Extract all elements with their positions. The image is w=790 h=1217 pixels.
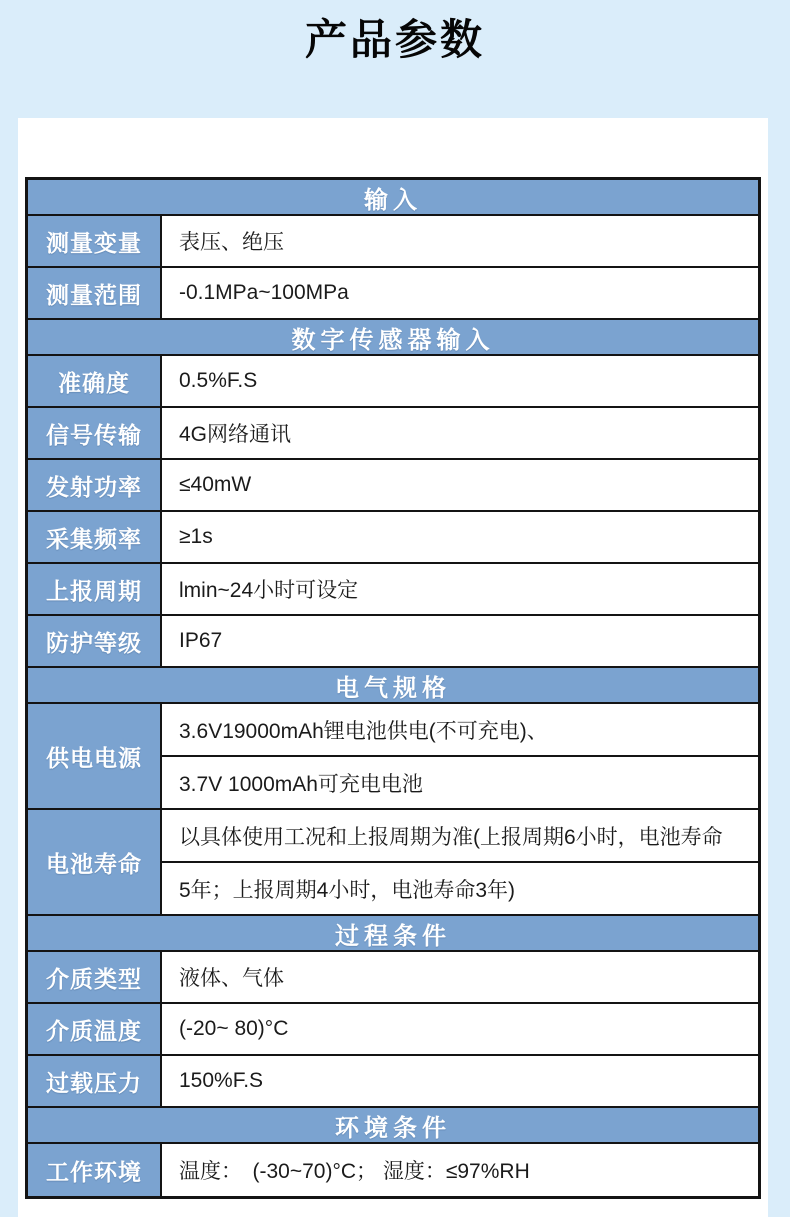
spec-value-stack	[162, 810, 758, 914]
spec-label: 发射功率	[28, 460, 162, 510]
table-row	[28, 1056, 758, 1108]
spec-label: 介质温度	[28, 1004, 162, 1054]
spec-value: ≥1s	[162, 512, 758, 562]
spec-value-line: 以具体使用工况和上报周期为准(上报周期6小时，电池寿命	[162, 810, 758, 863]
section-header-environment-conditions: 环境条件	[28, 1108, 758, 1144]
spec-value: 温度： (-30~70)°C； 湿度：≤97%RH	[162, 1144, 758, 1196]
spec-label: 供电电源	[28, 704, 162, 808]
page-title: 产品参数	[304, 16, 485, 63]
spec-value: lmin~24小时可设定	[162, 564, 758, 614]
spec-value-line: 5年；上报周期4小时，电池寿命3年)	[162, 863, 758, 914]
spec-card	[18, 118, 768, 1217]
spec-label: 采集频率	[28, 512, 162, 562]
spec-label: 测量范围	[28, 268, 162, 318]
spec-value: (-20~ 80)°C	[162, 1004, 758, 1054]
spec-value: IP67	[162, 616, 758, 666]
spec-value: 0.5%F.S	[162, 356, 758, 406]
spec-label: 防护等级	[28, 616, 162, 666]
spec-label: 介质类型	[28, 952, 162, 1002]
table-row	[28, 952, 758, 1004]
table-row-power-supply	[28, 704, 758, 810]
section-header-input: 输入	[28, 180, 758, 216]
table-row	[28, 1004, 758, 1056]
spec-value-line: 3.6V19000mAh锂电池供电(不可充电)、	[162, 704, 758, 757]
spec-label: 电池寿命	[28, 810, 162, 914]
table-row	[28, 512, 758, 564]
table-row	[28, 1144, 758, 1196]
spec-value: 表压、绝压	[162, 216, 758, 266]
table-row	[28, 616, 758, 668]
spec-value: ≤40mW	[162, 460, 758, 510]
spec-value: -0.1MPa~100MPa	[162, 268, 758, 318]
section-header-process-conditions: 过程条件	[28, 916, 758, 952]
table-row	[28, 216, 758, 268]
table-row	[28, 268, 758, 320]
section-header-digital-sensor-input: 数字传感器输入	[28, 320, 758, 356]
spec-value-stack	[162, 704, 758, 808]
section-header-electrical-spec: 电气规格	[28, 668, 758, 704]
spec-label: 准确度	[28, 356, 162, 406]
spec-value: 液体、气体	[162, 952, 758, 1002]
table-row-battery-life	[28, 810, 758, 916]
spec-label: 信号传输	[28, 408, 162, 458]
table-row	[28, 564, 758, 616]
spec-label: 测量变量	[28, 216, 162, 266]
spec-label: 工作环境	[28, 1144, 162, 1196]
table-row	[28, 408, 758, 460]
spec-value-line: 3.7V 1000mAh可充电电池	[162, 757, 758, 808]
spec-label: 过载压力	[28, 1056, 162, 1106]
spec-value: 150%F.S	[162, 1056, 758, 1106]
table-row	[28, 460, 758, 512]
spec-value: 4G网络通讯	[162, 408, 758, 458]
spec-table	[25, 177, 761, 1199]
spec-label: 上报周期	[28, 564, 162, 614]
table-row	[28, 356, 758, 408]
